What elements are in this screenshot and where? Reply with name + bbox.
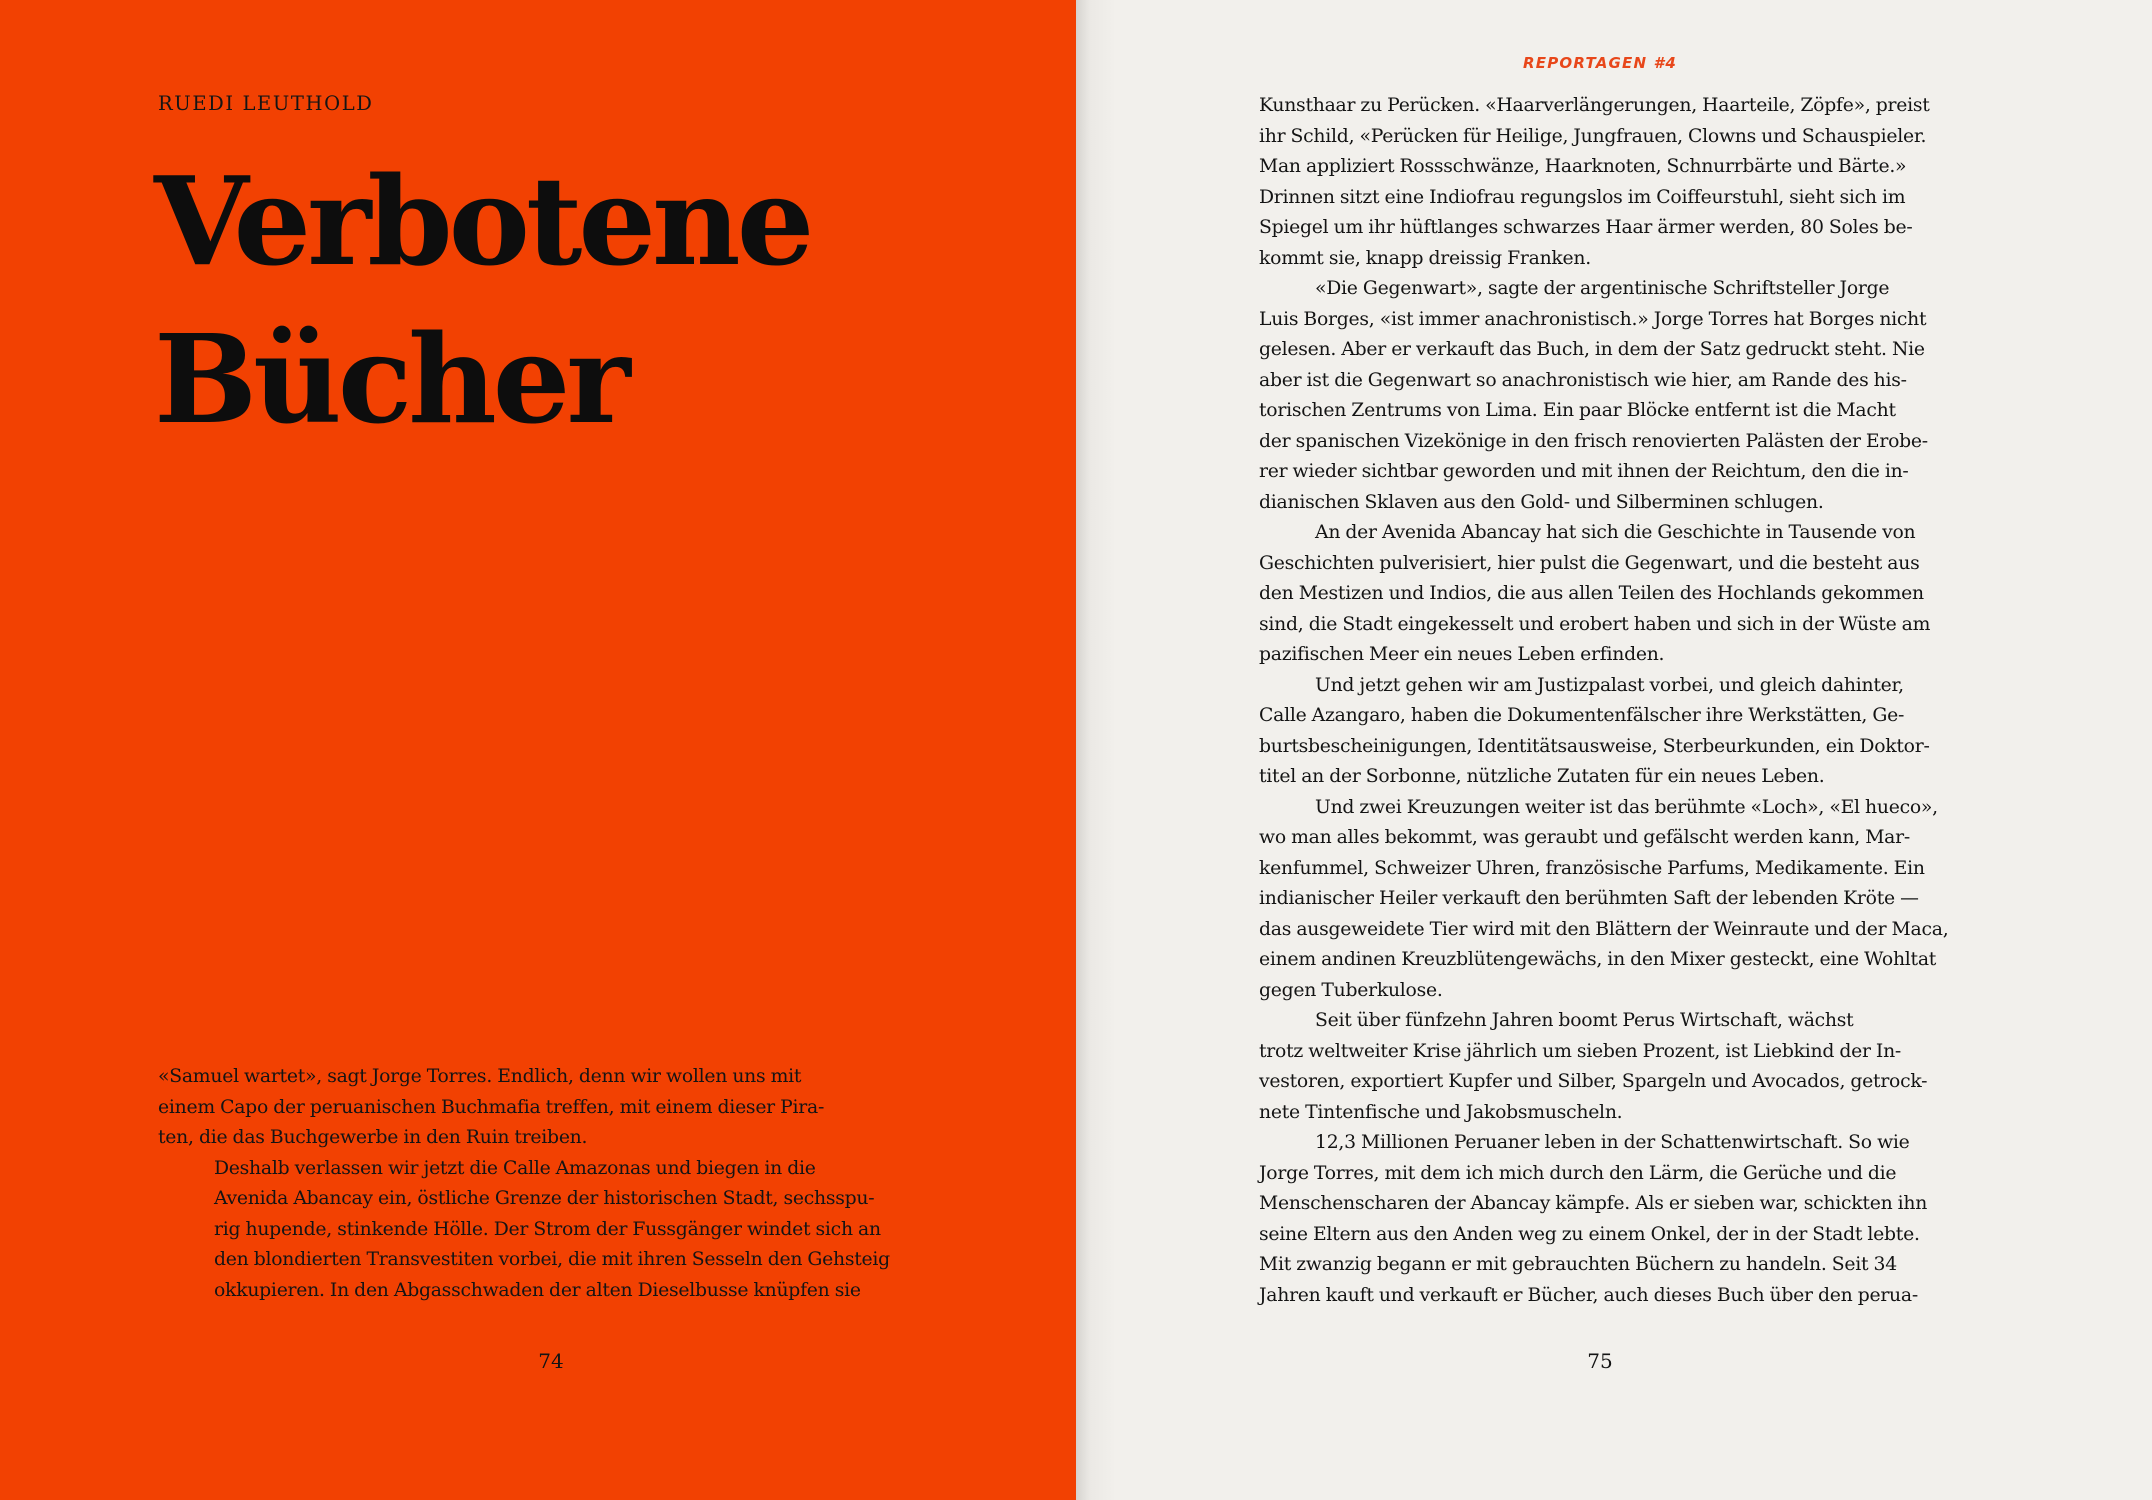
text-line: einem Capo der peruanischen Buchmafia treffen, mit einem dieser Pira-: [158, 1096, 825, 1118]
text-line: Calle Azangaro, haben die Dokumentenfälscher ihre Werkstätten, Ge-: [1259, 705, 1905, 726]
text-line: Kunsthaar zu Perücken. «Haarverlängerungen, Haarteile, Zöpfe», preist: [1259, 95, 1930, 116]
text-line: Und zwei Kreuzungen weiter ist das berühmte «Loch», «El hueco»,: [1315, 796, 1938, 818]
text-line: Mit zwanzig begann er mit gebrauchten Büchern zu handeln. Seit 34: [1259, 1254, 1897, 1275]
text-line: okkupieren. In den Abgasschwaden der alten Dieselbusse knüpfen sie: [214, 1279, 861, 1301]
text-line: den blondierten Transvestiten vorbei, die mit ihren Sesseln den Gehsteig: [214, 1249, 890, 1270]
text-line: «Samuel wartet», sagt Jorge Torres. Endlich, denn wir wollen uns mit: [158, 1066, 802, 1087]
text-line: dianischen Sklaven aus den Gold- und Silberminen schlugen.: [1259, 491, 1824, 513]
text-line: nete Tintenfische und Jakobsmuscheln.: [1259, 1101, 1623, 1123]
running-head: REPORTAGEN #4: [1523, 54, 1677, 72]
text-line: rig hupende, stinkende Hölle. Der Strom der Fussgänger windet sich an: [214, 1218, 881, 1240]
text-line: den Mestizen und Indios, die aus allen Teilen des Hochlands gekommen: [1259, 583, 1924, 604]
right-body-text: [1259, 91, 2019, 1311]
text-line: vestoren, exportiert Kupfer und Silber, Spargeln und Avocados, getrock-: [1259, 1071, 1928, 1092]
text-line: gegen Tuberkulose.: [1259, 979, 1443, 1001]
text-line: kommt sie, knapp dreissig Franken.: [1259, 247, 1591, 269]
text-line: gelesen. Aber er verkauft das Buch, in dem der Satz gedruckt steht. Nie: [1259, 339, 1925, 360]
text-line: sind, die Stadt eingekesselt und erobert haben und sich in der Wüste am: [1259, 613, 1931, 635]
text-line: wo man alles bekommt, was geraubt und gefälscht werden kann, Mar-: [1259, 827, 1910, 848]
text-line: An der Avenida Abancay hat sich die Geschichte in Tausende von: [1315, 522, 1916, 543]
text-line: pazifischen Meer ein neues Leben erfinden.: [1259, 644, 1665, 665]
text-line: Luis Borges, «ist immer anachronistisch.» Jorge Torres hat Borges nicht: [1259, 308, 1927, 330]
text-line: titel an der Sorbonne, nützliche Zutaten für ein neues Leben.: [1259, 766, 1825, 787]
text-line: Drinnen sitzt eine Indiofrau regungslos im Coiffeurstuhl, sieht sich im: [1259, 186, 1906, 208]
text-line: ten, die das Buchgewerbe in den Ruin treiben.: [158, 1127, 588, 1148]
text-line: Seit über fünfzehn Jahren boomt Perus Wirtschaft, wächst: [1315, 1010, 1854, 1031]
text-line: einem andinen Kreuzblütengewächs, in den Mixer gesteckt, eine Wohltat: [1259, 949, 1937, 970]
text-line: Und jetzt gehen wir am Justizpalast vorbei, und gleich dahinter,: [1315, 674, 1904, 696]
text-line: kenfummel, Schweizer Uhren, französische Parfums, Medikamente. Ein: [1259, 857, 1925, 879]
text-line: der spanischen Vizekönige in den frisch renovierten Palästen der Erobe-: [1259, 430, 1928, 452]
text-line: 12,3 Millionen Peruaner leben in der Schattenwirtschaft. So wie: [1315, 1132, 1910, 1153]
text-line: ihr Schild, «Perücken für Heilige, Jungfrauen, Clowns und Schauspieler.: [1259, 125, 1927, 147]
text-line: Geschichten pulverisiert, hier pulst die Gegenwart, und die besteht aus: [1259, 552, 1920, 574]
title-line-2: Bücher: [154, 307, 627, 451]
text-line: Avenida Abancay ein, östliche Grenze der historischen Stadt, sechsspu-: [214, 1188, 875, 1209]
text-line: Jorge Torres, mit dem ich mich durch den Lärm, die Gerüche und die: [1259, 1162, 1897, 1184]
text-line: burtsbescheinigungen, Identitätsausweise, Sterbeurkunden, ein Doktor-: [1259, 735, 1930, 757]
text-line: indianischer Heiler verkauft den berühmten Saft der lebenden Kröte —: [1259, 888, 1919, 909]
text-line: «Die Gegenwart», sagte der argentinische Schriftsteller Jorge: [1315, 278, 1890, 299]
text-line: rer wieder sichtbar geworden und mit ihnen der Reichtum, den die in-: [1259, 461, 1909, 482]
text-line: Spiegel um ihr hüftlanges schwarzes Haar ärmer werden, 80 Soles be-: [1259, 217, 1913, 238]
page-number-right: 75: [1587, 1349, 1613, 1373]
text-line: trotz weltweiter Krise jährlich um sieben Prozent, ist Liebkind der In-: [1259, 1040, 1902, 1062]
author-name: RUEDI LEUTHOLD: [158, 92, 374, 115]
text-line: aber ist die Gegenwart so anachronistisch wie hier, am Rande des his-: [1259, 369, 1907, 391]
page-number-left: 74: [538, 1349, 564, 1373]
left-body-text: [158, 1062, 948, 1306]
text-line: Deshalb verlassen wir jetzt die Calle Amazonas und biegen in die: [214, 1157, 816, 1179]
text-line: das ausgeweidete Tier wird mit den Blättern der Weinraute und der Maca,: [1259, 918, 1949, 940]
text-line: torischen Zentrums von Lima. Ein paar Blöcke entfernt ist die Macht: [1259, 400, 1896, 421]
text-line: Menschenscharen der Abancay kämpfe. Als er sieben war, schickten ihn: [1259, 1193, 1928, 1214]
article-title: [154, 142, 810, 458]
text-line: Man appliziert Rossschwänze, Haarknoten, Schnurrbärte und Bärte.»: [1259, 156, 1907, 177]
title-line-1: Verbotene: [154, 149, 811, 293]
text-line: seine Eltern aus den Anden weg zu einem Onkel, der in der Stadt lebte.: [1259, 1223, 1920, 1245]
text-line: Jahren kauft und verkauft er Bücher, auch dieses Buch über den perua-: [1259, 1284, 1918, 1306]
